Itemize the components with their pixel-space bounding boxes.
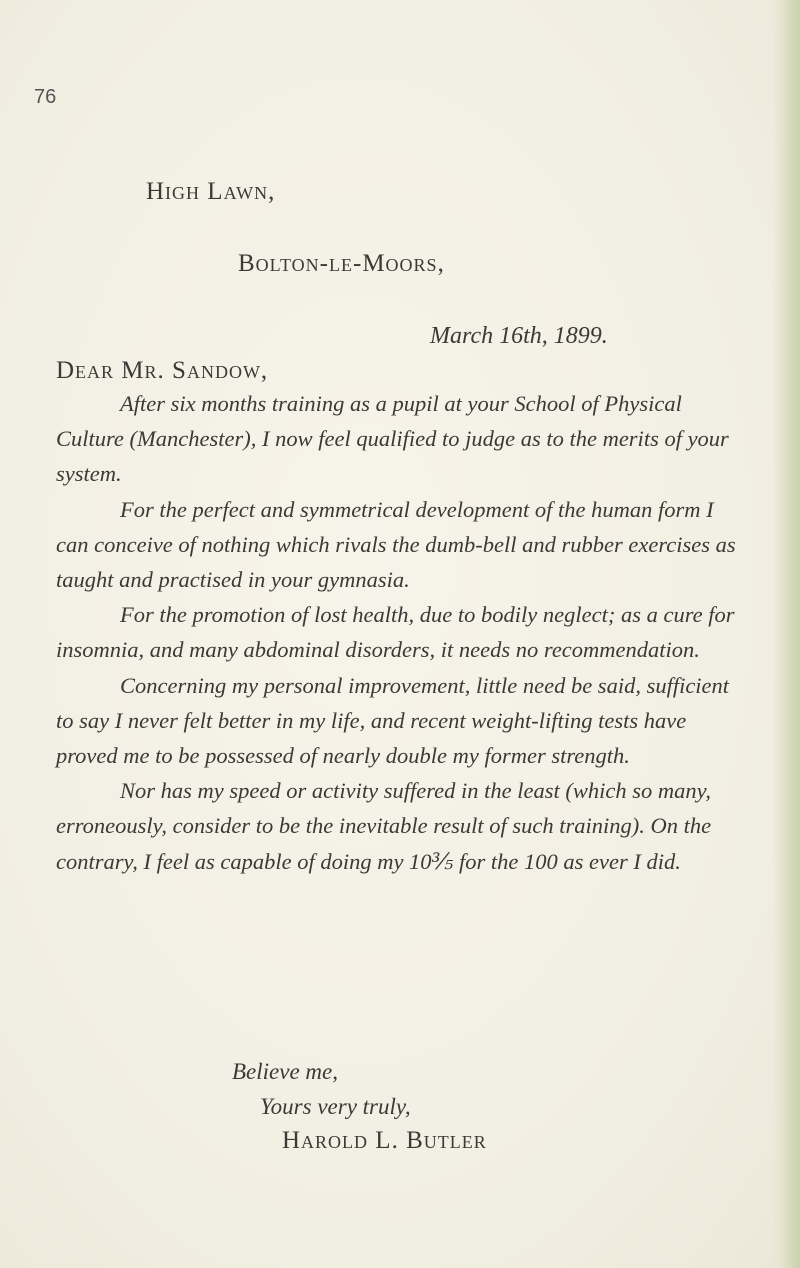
closing: Believe me, xyxy=(232,1059,338,1084)
signature: Harold L. Butler xyxy=(282,1127,487,1154)
address-line-2: Bolton-le-Moors, xyxy=(238,250,445,277)
page-edge-shadow xyxy=(772,0,800,1268)
paragraph: For the promotion of lost health, due to bodily neglect; as a cure for insomnia, and many abdominal disorders, it needs no recommendation. xyxy=(56,602,735,663)
paragraph: For the perfect and symmetrical development of the human form I can conceive of nothing which rivals the dumb-bell and rubber exercises as taught and practised in your gymnasia. xyxy=(56,496,736,593)
paragraph: After six months training as a pupil at your School of Physical Culture (Manchester), I now feel qualified to judge as to the merits of your system. xyxy=(56,391,729,487)
valediction: Yours very truly, xyxy=(260,1094,411,1119)
paragraph: Nor has my speed or activity suffered in the least (which so many, erroneously, consider to be the inevitable result of such training). On the contrary, I feel as capable of doing my 10⅗ for the 100 as ever I did. xyxy=(56,778,712,874)
letter-date: March 16th, 1899. xyxy=(430,323,608,349)
paragraph: Concerning my personal improvement, little need be said, sufficient to say I never felt better in my life, and recent weight-lifting tests have proved me to be possessed of nearly double my former strength. xyxy=(56,672,730,769)
letter-body xyxy=(56,386,746,879)
page-number: 76 xyxy=(34,86,57,108)
address-line-1: High Lawn, xyxy=(146,178,276,205)
salutation: Dear Mr. Sandow, xyxy=(56,357,269,384)
